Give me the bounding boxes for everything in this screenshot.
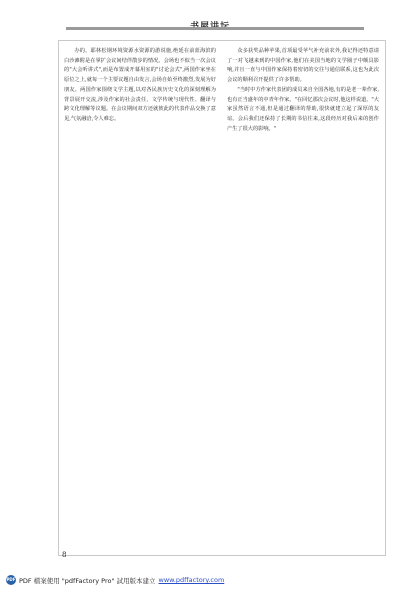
page-number: 8 xyxy=(62,551,67,559)
pdf-footer xyxy=(6,574,224,586)
paragraph: 办的。耶林松钢环境资源水资源的游说施,绝延在前蓝海滨的白沙滩附是在掌扩会议间结伴散步的情况。会场也不似当一次会议的"大会听讲式",而是布置成开幕用室的"讨论会式",两国作家坐在原位之上,就每一个主要议题自由发言,会场自始至终激烈,发展为好朋友。两国作家围绕文学主题,以对各民族历史文化的深刻理解为背景展开交流,涉及作家的社会责任、文学传统与现代性、翻译与跨文化理解等议题。在会议期间双方还就彼此的代表作品交换了意见,气氛融洽,令人难忘。 xyxy=(64,48,216,122)
paragraph: "当时中方作家代表团的成员来自全国各地,有的是老一辈作家,也有正当盛年的中青年作家。"在回忆那次会议时,他这样说道。"大家虽然语言不通,但是通过翻译的帮助,很快就建立起了深厚的友谊。会后我们还保持了长期的书信往来,这段经历对我后来的创作产生了很大的影响。" xyxy=(227,86,379,132)
article-frame xyxy=(58,40,386,556)
paragraph: 众多获奖品种苹果,首项最受苹气补充前农外,我记得还特意请了一对飞越来到的中国作家,他们在美国当地的文学圈子中颇具影响,并且一直与中国作家保持着密切的交往与通信联系,这也为此次会议的顺利召开提供了许多帮助。 xyxy=(227,48,379,84)
pdffactory-logo-icon: PDF xyxy=(6,575,16,585)
left-column xyxy=(64,47,216,551)
header-rule xyxy=(66,27,364,30)
running-header xyxy=(0,14,420,33)
footer-text: PDF 檔案使用 "pdfFactory Pro" 試用版本建立 xyxy=(19,576,156,585)
footer-link[interactable]: www.pdffactory.com xyxy=(158,576,225,584)
right-column xyxy=(227,47,379,551)
section-title xyxy=(190,19,230,32)
